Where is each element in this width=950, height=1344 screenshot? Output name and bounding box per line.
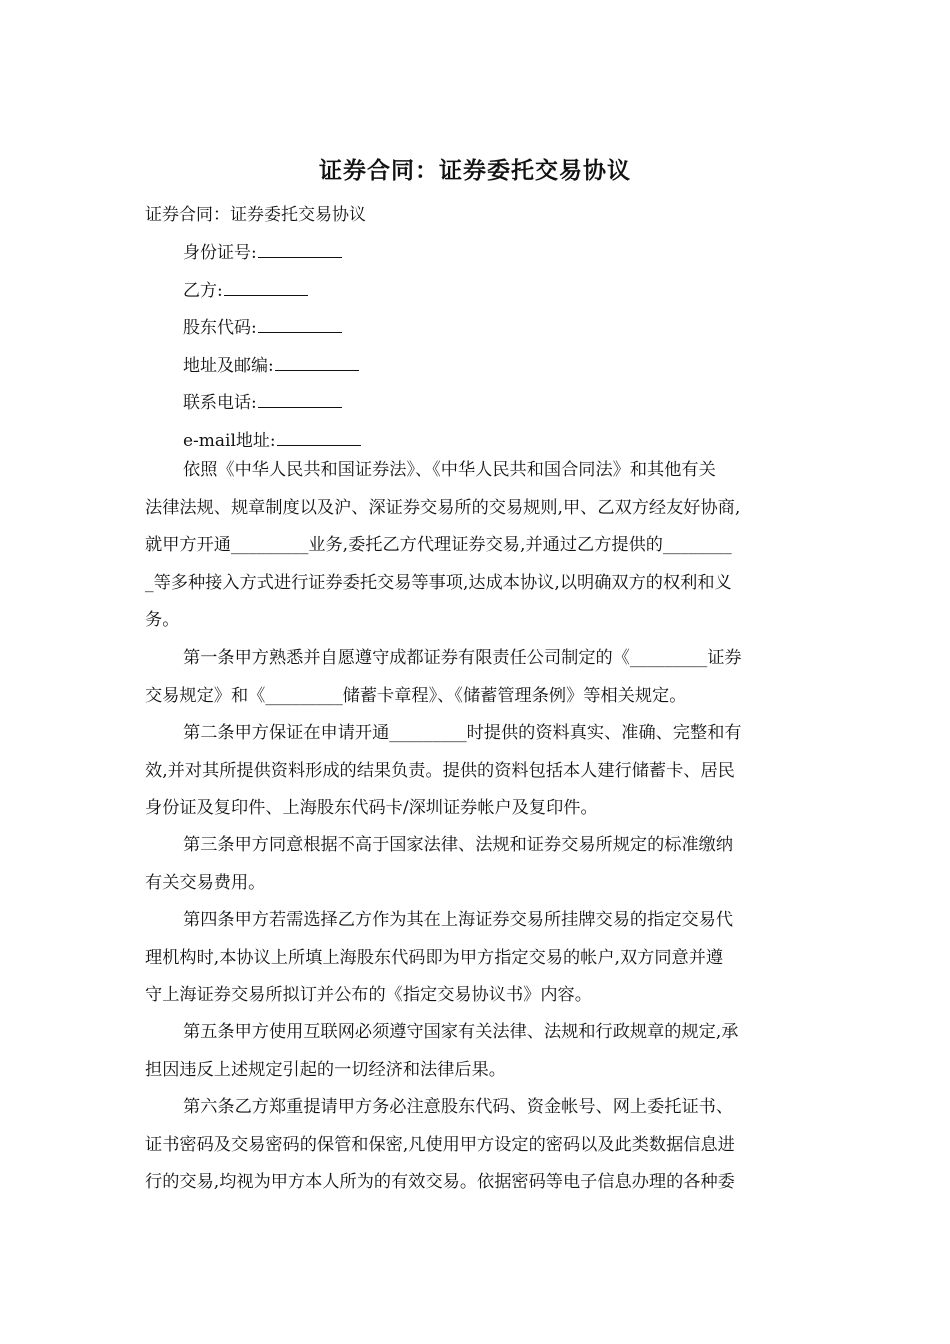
text-line: 就甲方开通_________业务,委托乙方代理证券交易,并通过乙方提供的________: [145, 535, 732, 555]
text-line: 证书密码及交易密码的保管和保密,凡使用甲方设定的密码以及此类数据信息进: [145, 1134, 735, 1155]
text-line: 第一条甲方熟悉并自愿遵守成都证券有限责任公司制定的《_________证券: [183, 648, 742, 668]
text-line: 有关交易费用。: [145, 872, 266, 893]
text-line: 第三条甲方同意根据不高于国家法律、法规和证券交易所规定的标准缴纳: [183, 835, 734, 855]
field-label: 地址及邮编:: [183, 356, 274, 376]
text-line: 第五条甲方使用互联网必须遵守国家有关法律、法规和行政规章的规定,承: [183, 1022, 739, 1042]
form-field-address-postcode: [183, 351, 359, 376]
form-field-phone: [183, 388, 342, 413]
text-line: 依照《中华人民共和国证券法》、《中华人民共和国合同法》和其他有关: [183, 460, 716, 480]
document-subtitle: 证券合同：证券委托交易协议: [145, 205, 366, 225]
paragraph-preamble: [145, 452, 809, 640]
field-label: 乙方:: [183, 281, 223, 301]
field-label: 身份证号:: [183, 243, 257, 263]
form-field-party-b: [183, 276, 308, 301]
text-line: 第四条甲方若需选择乙方作为其在上海证券交易所挂牌交易的指定交易代: [183, 910, 734, 930]
text-line: 效,并对其所提供资料形成的结果负责。提供的资料包括本人建行储蓄卡、居民: [145, 760, 735, 781]
fill-in-blank: [258, 393, 342, 408]
text-line: 理机构时,本协议上所填上海股东代码即为甲方指定交易的帐户,双方同意并遵: [145, 947, 724, 968]
text-line: 务。: [145, 610, 180, 630]
text-line: 行的交易,均视为甲方本人所为的有效交易。依据密码等电子信息办理的各种委: [145, 1172, 735, 1192]
paragraph-article-2: [145, 715, 809, 828]
fill-in-blank: [258, 318, 342, 333]
field-label: e-mail地址:: [183, 431, 276, 451]
text-line: 身份证及复印件、上海股东代码卡/深圳证券帐户及复印件。: [145, 798, 598, 818]
paragraph-article-1: [145, 640, 809, 715]
form-field-id-number: [183, 238, 342, 263]
field-label: 股东代码:: [183, 318, 257, 338]
text-line: 担因违反上述规定引起的一切经济和法律后果。: [145, 1059, 506, 1080]
text-line: 交易规定》和《_________储蓄卡章程》、《储蓄管理条例》等相关规定。: [145, 685, 687, 706]
form-field-shareholder-code: [183, 313, 342, 338]
paragraph-article-5: [145, 1014, 809, 1089]
text-line: _等多种接入方式进行证券委托交易等事项,达成本协议,以明确双方的权利和义: [145, 572, 732, 593]
paragraph-article-4: [145, 902, 809, 1015]
fill-in-blank: [275, 356, 359, 371]
text-line: 第二条甲方保证在申请开通_________时提供的资料真实、准确、完整和有: [183, 723, 742, 743]
fill-in-blank: [258, 243, 342, 258]
form-field-email: [183, 426, 361, 451]
text-line: 守上海证券交易所拟订并公布的《指定交易协议书》内容。: [145, 985, 592, 1005]
field-label: 联系电话:: [183, 393, 257, 413]
paragraph-article-6: [145, 1089, 809, 1202]
text-line: 第六条乙方郑重提请甲方务必注意股东代码、资金帐号、网上委托证书、: [183, 1097, 734, 1117]
fill-in-blank: [277, 431, 361, 446]
text-line: 法律法规、规章制度以及沪、深证券交易所的交易规则,甲、乙双方经友好协商,: [145, 497, 741, 518]
fill-in-blank: [224, 281, 308, 296]
document-title: 证券合同：证券委托交易协议: [319, 157, 631, 184]
paragraph-article-3: [145, 827, 809, 902]
